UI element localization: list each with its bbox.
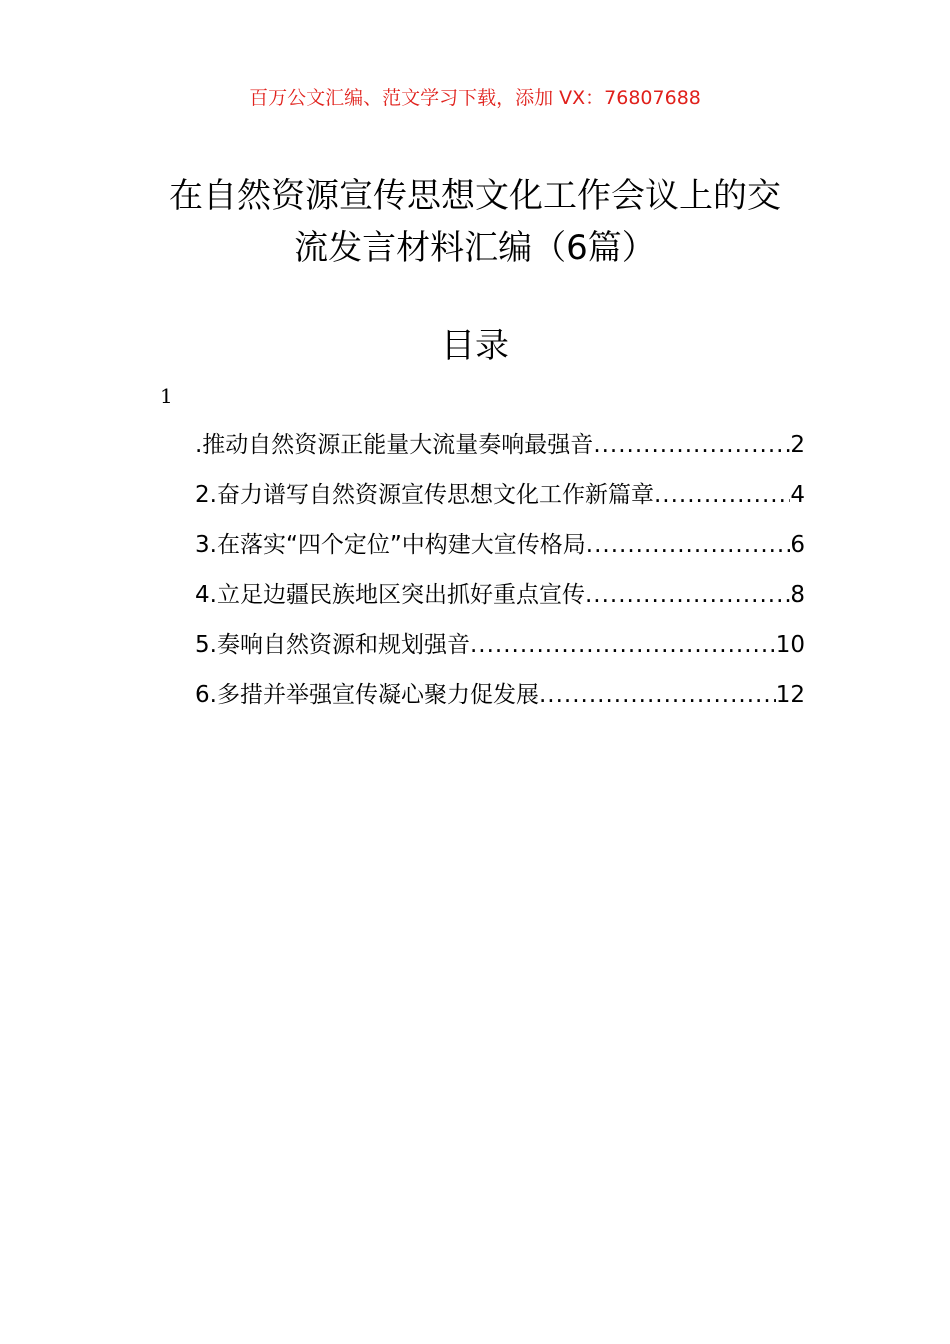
toc-heading: 目录 (441, 326, 509, 366)
toc-leader-dots (586, 523, 791, 567)
toc-entry[interactable] (195, 673, 805, 723)
toc-entry[interactable] (195, 523, 805, 573)
toc-leader-dots (593, 423, 790, 467)
toc-entry[interactable] (195, 573, 805, 623)
toc-entry-page: 4 (790, 482, 805, 508)
toc-leader-dots (585, 573, 790, 617)
stray-number: 1 (160, 384, 173, 408)
toc-entry-label: .推动自然资源正能量大流量奏响最强音 (195, 432, 594, 458)
table-of-contents (195, 423, 805, 723)
toc-leader-dots (539, 673, 776, 717)
toc-entry-label: 5.奏响自然资源和规划强音 (195, 632, 470, 658)
header-banner: 百万公文汇编、范文学习下载，添加 VX：76807688 (249, 87, 701, 109)
toc-entry-page: 8 (790, 582, 805, 608)
toc-entry-label: 3.在落实“四个定位”中构建大宣传格局 (195, 532, 586, 558)
toc-entry-page: 12 (775, 682, 805, 708)
toc-entry-page: 10 (775, 632, 805, 658)
toc-entry-label: 6.多措并举强宣传凝心聚力促发展 (195, 682, 539, 708)
toc-entry-label: 2.奋力谱写自然资源宣传思想文化工作新篇章 (195, 482, 654, 508)
toc-entry[interactable] (195, 423, 805, 473)
toc-leader-dots (470, 623, 776, 667)
title-line-2: 流发言材料汇编（6篇） (294, 228, 656, 268)
title-line-1: 在自然资源宣传思想文化工作会议上的交 (169, 176, 781, 216)
toc-entry[interactable] (195, 473, 805, 523)
toc-entry-page: 2 (790, 432, 805, 458)
toc-entry-page: 6 (790, 532, 805, 558)
toc-entry-label: 4.立足边疆民族地区突出抓好重点宣传 (195, 582, 585, 608)
document-title (120, 170, 830, 274)
toc-leader-dots (654, 473, 790, 517)
toc-entry[interactable] (195, 623, 805, 673)
